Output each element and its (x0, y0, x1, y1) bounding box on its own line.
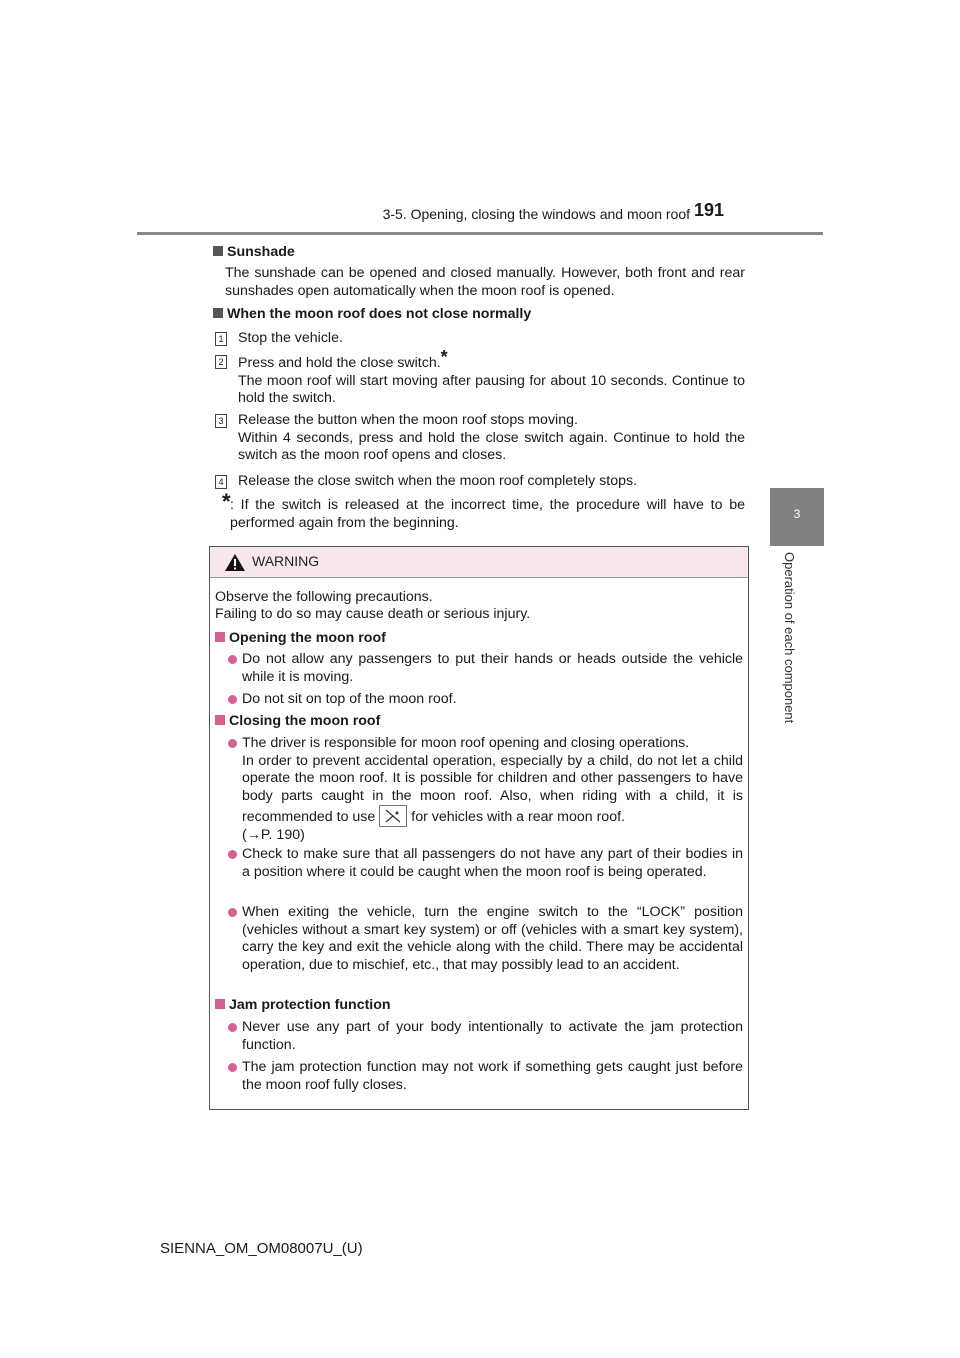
opening-heading-text: Opening the moon roof (229, 630, 386, 646)
jam-bullet-2-text: The jam protection function may not work if something gets caught just before the moon roof fully closes. (242, 1059, 743, 1093)
footnote-text: : If the switch is released at the incorrect time, the procedure will have to be performed again from the beginning. (230, 497, 745, 531)
square-bullet-icon (215, 999, 225, 1009)
step-3-detail: Within 4 seconds, press and hold the close switch again. Continue to hold the switch as the moon roof opens and closes. (238, 429, 745, 463)
closing-heading (215, 713, 380, 731)
warning-intro-1: Observe the following precautions. (215, 589, 433, 605)
sunshade-heading-text: Sunshade (227, 244, 295, 260)
jam-bullet-2 (228, 1059, 743, 1094)
warning-triangle-icon (224, 553, 246, 572)
closing-bullet-1-after: for vehicles with a rear moon roof. (411, 809, 625, 825)
warning-intro-2: Failing to do so may cause death or serious injury. (215, 606, 531, 622)
bullet-dot-icon (228, 908, 237, 917)
square-bullet-icon (215, 715, 225, 725)
sunshade-heading (213, 244, 295, 262)
square-bullet-icon (213, 308, 223, 318)
step-1-text: Stop the vehicle. (238, 330, 343, 346)
step-3-text: Release the button when the moon roof stops moving. (238, 412, 578, 428)
bullet-dot-icon (228, 1023, 237, 1032)
step-4-text: Release the close switch when the moon roof completely stops. (238, 473, 638, 489)
closing-bullet-1-line1: The driver is responsible for moon roof opening and closing operations. (242, 735, 690, 751)
section-title: 3-5. Opening, closing the windows and moon roof (382, 206, 690, 222)
step-number-1: 1 (215, 332, 227, 346)
closing-bullet-3-text: When exiting the vehicle, turn the engine switch to the “LOCK” position (vehicles without a smart key system) or off (vehicles with a smart key system), carry the key and exit the vehicle along with the child. There may be accidental operation, due to mischief, etc., that may possibly lead to an accident. (242, 904, 743, 973)
bullet-dot-icon (228, 739, 237, 748)
opening-bullet-2-text: Do not sit on top of the moon roof. (242, 691, 457, 707)
step-3 (238, 412, 745, 465)
document-id: SIENNA_OM_OM08007U_(U) (160, 1240, 363, 1257)
sunshade-text: The sunshade can be opened and closed manually. However, both front and rear sunshades open automatically when the moon roof is opened. (225, 265, 745, 299)
closing-bullet-3 (228, 904, 743, 974)
not-close-heading (213, 306, 531, 324)
opening-bullet-1-text: Do not allow any passengers to put their hands or heads outside the vehicle while it is moving. (242, 651, 743, 685)
jam-bullet-1-text: Never use any part of your body intentionally to activate the jam protection function. (242, 1019, 743, 1053)
square-bullet-icon (215, 632, 225, 642)
bullet-dot-icon (228, 850, 237, 859)
step-2-text: Press and hold the close switch. (238, 355, 441, 371)
opening-bullet-2 (228, 691, 743, 709)
footnote-asterisk: * (222, 489, 231, 514)
closing-bullet-2 (228, 846, 743, 881)
jam-bullet-1 (228, 1019, 743, 1054)
bullet-dot-icon (228, 655, 237, 664)
jam-heading (215, 997, 391, 1015)
step-2 (238, 347, 745, 408)
step-2-detail: The moon roof will start moving after pausing for about 10 seconds. Continue to hold the switch. (238, 372, 745, 406)
chapter-label: Operation of each component (782, 552, 797, 724)
page-reference-link[interactable]: (→P. 190) (242, 827, 305, 843)
square-bullet-icon (213, 246, 223, 256)
step-number-4: 4 (215, 475, 227, 489)
opening-heading (215, 630, 386, 648)
closing-bullet-1-rest: In order to prevent accidental operation, especially by a child, do not let a child operate the moon roof. It is possible for children and other passengers to have body parts caught in the moon roof. Also, when riding with a child, it is recommended to use (242, 752, 743, 825)
closing-bullet-2-text: Check to make sure that all passengers do not have any part of their bodies in a position where it could be caught when the moon roof is being operated. (242, 846, 743, 880)
not-close-heading-text: When the moon roof does not close normally (227, 306, 532, 322)
closing-bullet-1 (228, 735, 743, 845)
closing-heading-text: Closing the moon roof (229, 713, 381, 729)
chapter-label-container (770, 552, 824, 752)
bullet-dot-icon (228, 695, 237, 704)
chapter-number: 3 (793, 507, 801, 521)
warning-title: WARNING (252, 553, 320, 569)
opening-bullet-1 (228, 651, 743, 686)
window-lock-switch-icon (379, 805, 407, 827)
jam-heading-text: Jam protection function (229, 997, 391, 1013)
bullet-dot-icon (228, 1063, 237, 1072)
step-number-3: 3 (215, 414, 227, 428)
closing-bullet-1-text (242, 735, 743, 845)
page-number: 191 (694, 200, 725, 220)
header-divider (137, 232, 823, 235)
step-number-2: 2 (215, 355, 227, 369)
asterisk-mark: * (440, 347, 448, 367)
